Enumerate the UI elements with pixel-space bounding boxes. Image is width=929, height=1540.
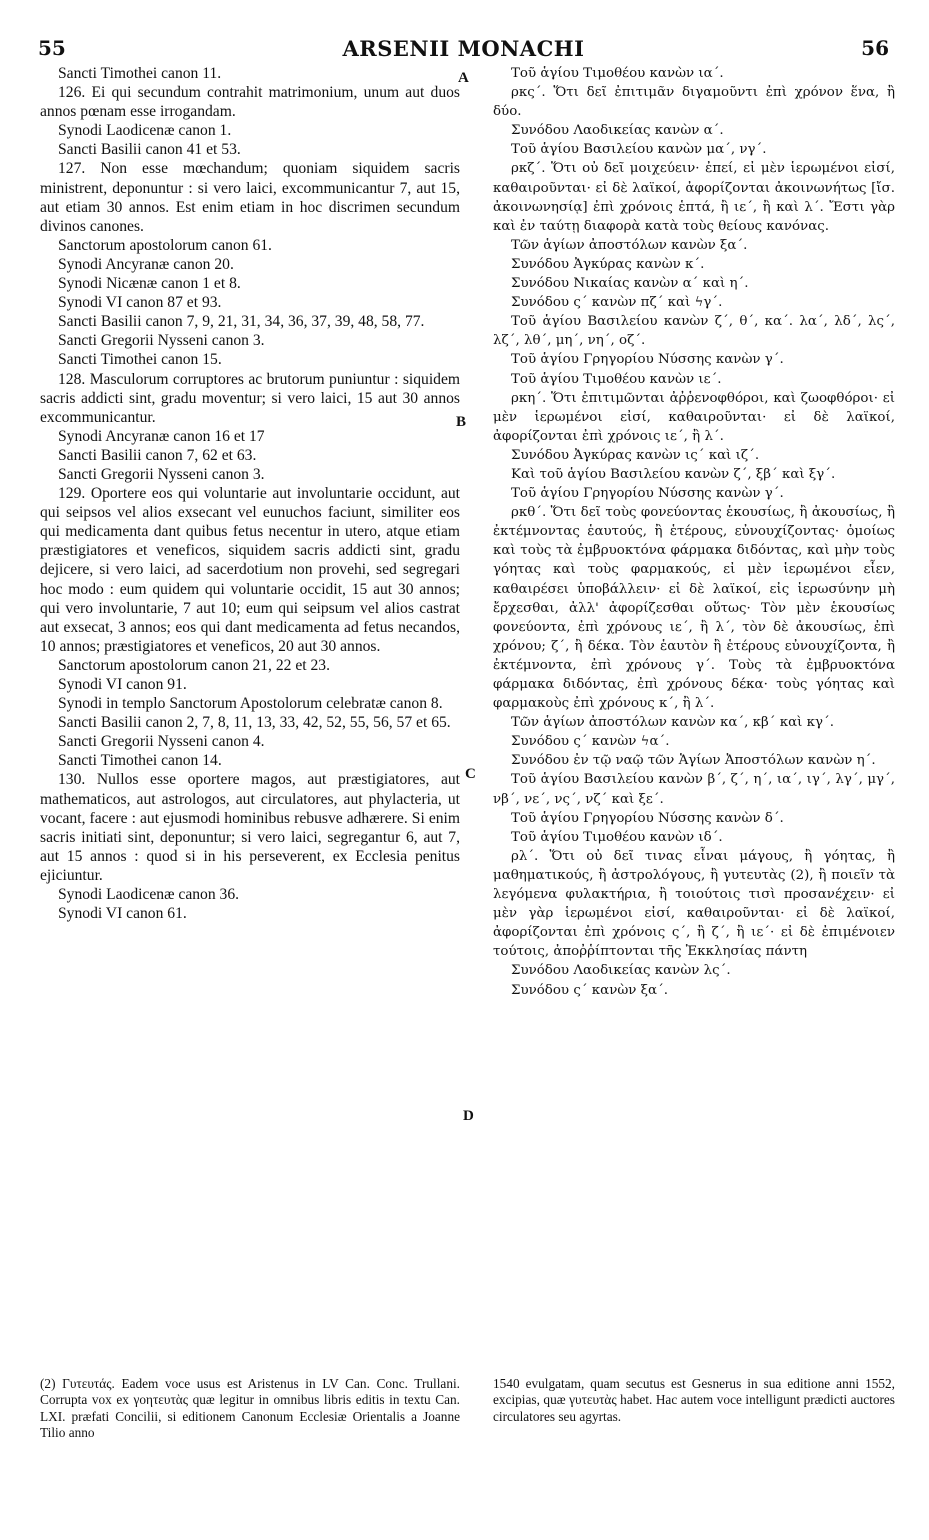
latin-paragraph: Synodi VI canon 87 et 93.	[58, 294, 222, 312]
greek-column	[493, 64, 895, 1000]
greek-paragraph: ρκζ΄. Ὅτι οὐ δεῖ μοιχεύειν· ἐπεί, εἰ μὲν ἱερωμένοι εἰσί, καθαιροῦνται· εἰ δὲ λαϊκοί, ἀφορίζονται ἀκοινωνήτως [ἴσ. ἀκοινωνησίᾳ] ἐπὶ χρόνοις ἑπτά, ἢ ιε΄, ἢ καὶ λ΄. Ἔστι γὰρ καὶ ἐν ταύτῃ διαφορὰ κατὰ τοὺς θείους κανόνας.	[493, 161, 895, 234]
latin-paragraph: 126. Ei qui secundum contrahit matrimonium, unum aut duos annos pœnam esse irrogandam.	[40, 84, 460, 121]
latin-paragraph: Sancti Gregorii Nysseni canon 3.	[58, 332, 265, 350]
greek-paragraph: Τοῦ ἁγίου Βασιλείου κανὼν ζ΄, θ΄, κα΄. λα΄, λδ΄, λς΄, λζ΄, λθ΄, μη΄, νη΄, οζ΄.	[493, 314, 895, 349]
greek-paragraph: Συνόδου Νικαίας κανὼν α΄ καὶ η΄.	[511, 276, 749, 292]
greek-paragraph: Συνόδου ς΄ κανὼν πζ΄ καὶ ϟγ΄.	[511, 295, 723, 311]
greek-paragraph: ρκς΄. Ὅτι δεῖ ἐπιτιμᾶν διγαμοῦντι ἐπὶ χρόνον ἕνα, ἢ δύο.	[493, 85, 895, 120]
latin-paragraph: 130. Nullos esse oportere magos, aut præstigiatores, aut mathematicos, aut astrologos, aut circulatores, aut phylacteria, ut vocant, facere : aut ejusmodi hominibus rebusve adhærere. Si enim sacris initiati sint, deponuntur; si vero laici, segregantur 6, aut 7, aut 15 annos : quod si in his perseverent, ex Ecclesia penitus ejiciuntur.	[40, 771, 460, 884]
latin-paragraph: Sancti Basilii canon 2, 7, 8, 11, 13, 33, 42, 52, 55, 56, 57 et 65.	[58, 714, 451, 732]
greek-paragraph: ρλ΄. Ὅτι οὐ δεῖ τινας εἶναι μάγους, ἢ γόητας, ἢ μαθηματικούς, ἢ ἀστρολόγους, ἢ γυτευτὰς (2), ἢ ποιεῖν τὰ λεγόμενα φυλακτήρια, ἢ τοιούτοις τισὶ προσανέχειν· εἰ μὲν γὰρ ἱερωμένοι εἰσί, καθαιροῦνται· εἰ δὲ λαϊκοί, ἀφορίζονται ἐπὶ χρόνοις ς΄, ἢ ζ΄, ἢ ιε΄· εἰ δὲ ἐπιμένοιεν τούτοις, ἀποῤῥίπτονται τῆς Ἐκκλησίας πάντη	[493, 848, 895, 960]
page-header	[38, 36, 889, 62]
greek-paragraph: Τοῦ ἁγίου Γρηγορίου Νύσσης κανὼν δ΄.	[511, 810, 784, 826]
greek-paragraph: Καὶ τοῦ ἁγίου Βασιλείου κανὼν ζ΄, ξβ΄ καὶ ξγ΄.	[511, 466, 836, 482]
latin-paragraph: Sancti Timothei canon 15.	[58, 351, 222, 369]
latin-paragraph: 127. Non esse mœchandum; quoniam siquidem sacris ministrent, deponuntur : si vero laici, excommunicantur 7, aut 15, aut etiam 30 annos. Est enim etiam in hoc discrimen secundum divinos canones.	[40, 160, 460, 235]
latin-paragraph: Sancti Basilii canon 41 et 53.	[58, 141, 241, 159]
latin-paragraph: Sanctorum apostolorum canon 61.	[58, 236, 272, 254]
greek-paragraph: Τοῦ ἁγίου Βασιλείου κανὼν μα΄, νγ΄.	[511, 142, 767, 158]
greek-paragraph: Τοῦ ἁγίου Τιμοθέου κανὼν ιδ΄.	[511, 829, 723, 845]
greek-paragraph: Συνόδου ς΄ κανὼν ϟα΄.	[511, 734, 670, 750]
latin-paragraph: Sancti Basilii canon 7, 9, 21, 31, 34, 36, 37, 39, 48, 58, 77.	[58, 313, 425, 331]
latin-paragraph: Sancti Basilii canon 7, 62 et 63.	[58, 446, 257, 464]
greek-paragraph: Τοῦ ἁγίου Γρηγορίου Νύσσης κανὼν γ΄.	[511, 352, 784, 368]
latin-paragraph: Sancti Timothei canon 14.	[58, 752, 222, 770]
latin-paragraph: Synodi in templo Sanctorum Apostolorum celebratæ canon 8.	[58, 695, 443, 713]
margin-marker-d: D	[463, 1108, 474, 1124]
right-page-number: 56	[861, 36, 889, 60]
greek-paragraph: Συνόδου Ἀγκύρας κανὼν κ΄.	[511, 256, 705, 272]
greek-paragraph: Τοῦ ἁγίου Τιμοθέου κανὼν ια΄.	[511, 66, 724, 81]
greek-paragraph: Τῶν ἁγίων ἀποστόλων κανὼν κα΄, κβ΄ καὶ κγ΄.	[511, 715, 834, 731]
greek-paragraph: Τοῦ ἁγίου Βασιλείου κανὼν β΄, ζ΄, η΄, ια΄, ιγ΄, λγ΄, μγ΄, νβ΄, νε΄, νς΄, νζ΄ καὶ ξε΄.	[493, 772, 895, 807]
greek-paragraph: Τοῦ ἁγίου Γρηγορίου Νύσσης κανὼν γ΄.	[511, 486, 784, 502]
greek-paragraph: ρκθ΄. Ὅτι δεῖ τοὺς φονεύοντας ἑκουσίως, ἢ ἀκουσίως, ἢ ἐκτέμνοντας ἑαυτούς, ἢ ἑτέρους, εὐνουχίζοντας· ὁμοίως καὶ τοὺς τὰ ἐμβρυοκτόνα φάρμακα διδόντας, καὶ μὴν τοὺς γόητας καὶ τοὺς φαρμακούς, εἰ μὲν ἱερωμένοι εἶεν, καθαιρέσει ὑποβάλλειν· εἰ δὲ λαϊκοί, εἰς ἱερωσύνην μὴ ἔρχεσθαι, ἀλλ' ἀφορίζεσθαι οὕτως· Τὸν μὲν ἑκουσίως φονεύοντα, ἐπὶ χρόνους ιε΄, ἢ λ΄, τὸν δὲ ἀκουσίως, ἐπὶ χρόνου; ζ΄, ἢ δέκα. Τὸν ἑαυτὸν ἢ ἑτέρους εὐνουχίζοντα, ἢ ἐκτέμνοντα, ἐπὶ χρόνους γ΄. Τοὺς τὰ ἐμβρυοκτόνα φάρμακα διδόντας, ἐπὶ χρόνους δέκα· τοὺς γόητας καὶ φαρμακοὺς ἐπὶ χρόνους κ΄, ἢ λ΄.	[493, 505, 895, 712]
latin-paragraph: Synodi Laodicenæ canon 1.	[58, 122, 232, 140]
footnote-text-left: (2) Γυτευτάς. Eadem voce usus est Aristenus in LV Can. Conc. Trullani. Corrupta vox ex γοητευτὰς quæ legitur in omnibus libris editis in textu Can. LXI. præfati Concilii, si editionem Canonum Ecclesiæ Orientalis a Joanne Tilio anno	[40, 1376, 460, 1441]
latin-paragraph: 129. Oportere eos qui voluntarie aut involuntarie occidunt, aut qui seipsos vel alios exsecant vel eunuchos faciunt, similiter eos qui medicamenta dant quibus fetus necentur in utero, atque etiam præstigiatores et veneficos, siquidem sacris addicti sint, gradu dejicere, si vero laici, ad sacerdotium non provehi, sed segregari hoc modo : eum quidem qui voluntarie occidit, 15 aut 30 annos; qui vero involuntarie, 7 aut 10; eum qui seipsum vel alios castrat aut exsecat, 3 annos; eos qui dant medicamenta ad fetus necandos, 10 annos; præstigiatores et veneficos, 20 aut 30 annos.	[40, 485, 460, 655]
latin-paragraph: Sancti Timothei canon 11.	[58, 65, 222, 82]
latin-column	[40, 64, 460, 923]
running-title: ARSENII MONACHI	[342, 36, 585, 61]
greek-paragraph: Συνόδου Ἀγκύρας κανὼν ις΄ καὶ ιζ΄.	[511, 447, 760, 463]
greek-paragraph: Συνόδου Λαοδικείας κανὼν λς΄.	[511, 963, 731, 979]
latin-paragraph: Synodi Ancyranæ canon 20.	[58, 255, 234, 273]
footnote-right	[493, 1376, 895, 1425]
latin-paragraph: Synodi Ancyranæ canon 16 et 17	[58, 427, 265, 445]
greek-paragraph: Συνόδου Λαοδικείας κανὼν α΄.	[511, 123, 724, 139]
latin-paragraph: Synodi Laodicenæ canon 36.	[58, 886, 240, 904]
greek-paragraph: Τῶν ἁγίων ἀποστόλων κανὼν ξα΄.	[511, 237, 748, 253]
footnote-text-right: 1540 evulgatam, quam secutus est Gesnerus in sua editione anni 1552, excipias, quæ γυτευτὰς habet. Hac autem voce intelligunt prædicti auctores circulatores seu agyrtas.	[493, 1376, 895, 1424]
margin-marker-a: A	[458, 70, 469, 86]
greek-paragraph: ρκη΄. Ὅτι ἐπιτιμῶνται ἀῤῥενοφθόροι, καὶ ζωοφθόροι· εἰ μὲν ἱερωμένοι εἰσί, καθαιροῦνται· εἰ δὲ λαϊκοί, ἀφορίζονται ἐπὶ χρόνοις ιε΄, ἢ λ΄.	[493, 390, 895, 444]
latin-paragraph: Synodi VI canon 91.	[58, 676, 187, 693]
latin-paragraph: Synodi VI canon 61.	[58, 905, 187, 923]
latin-paragraph: 128. Masculorum corruptores ac brutorum puniuntur : siquidem sacris addicti sint, gradu moventur; si vero laici, 15 aut 30 annos excommunicantur.	[40, 370, 460, 426]
latin-paragraph: Sancti Gregorii Nysseni canon 3.	[58, 465, 265, 483]
latin-paragraph: Synodi Nicænæ canon 1 et 8.	[58, 275, 241, 293]
latin-paragraph: Sanctorum apostolorum canon 21, 22 et 23.	[58, 656, 330, 674]
latin-paragraph: Sancti Gregorii Nysseni canon 4.	[58, 733, 265, 751]
greek-paragraph: Συνόδου ἐν τῷ ναῷ τῶν Ἁγίων Ἀποστόλων κανὼν η΄.	[511, 753, 876, 769]
margin-marker-b: B	[456, 414, 467, 430]
left-page-number: 55	[38, 36, 66, 60]
margin-marker-c: C	[465, 766, 476, 782]
footnote-left	[40, 1376, 460, 1442]
greek-paragraph: Συνόδου ς΄ κανὼν ξα΄.	[511, 982, 669, 998]
greek-paragraph: Τοῦ ἁγίου Τιμοθέου κανὼν ιε΄.	[511, 371, 722, 387]
